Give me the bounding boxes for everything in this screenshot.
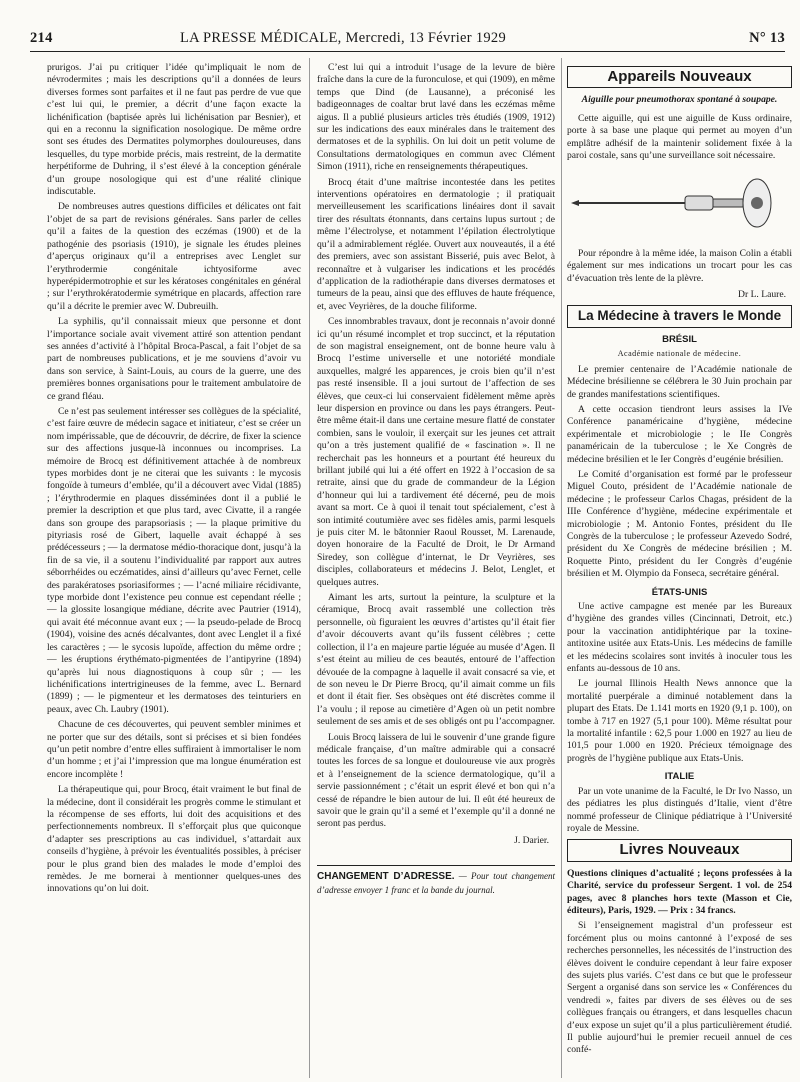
- paragraph: Si l’enseignement magistral d’un professeur est forcément plus ou moins cantonné à l’exposé de ses recherches personnelles, les nécessités de l’instruction des élèves doivent le conduire cependant à leur faire exposer des sujets plus variés. C’est dans ce but que le professeur Sergent a organisé dans son service les « Conférences du vendredi », faites par divers de ses élèves ou de ses collègues français ou étrangers, et dans lesquelles chacun d’eux expose un sujet qu’il a plus particulièrement étudié. Il publie aujourd’hui le premier recueil annuel de ces confé-: [567, 920, 792, 1056]
- paragraph: C’est lui qui a introduit l’usage de la levure de bière fraîche dans la cure de la furonculose, et qui (1909), en même temps que Dind (de Lausanne), a préconisé les badigeonnages de coaltar brut lavé dans les eczémas même aigus. Il a publié plusieurs articles très étudiés (1909, 1912) sur les indications des eaux minérales dans le traitement des dermatoses et de la syphilis. On lui doit un petit volume de Consultations dermatologiques en commun avec Clément Simon (1911), riche en renseignements thérapeutiques.: [317, 62, 555, 173]
- section-title-appareils: Appareils Nouveaux: [567, 66, 792, 88]
- address-notice: [317, 865, 555, 896]
- paragraph: Chacune de ces découvertes, qui peuvent sembler minimes et ne porter que sur des détails, sont si précises et si bien fondées qu’un petit nombre d’entre elles suffiraient à immortaliser le nom d’un homme ; et j’ai l’impression que ma longue énumération est encore incomplète !: [47, 719, 301, 780]
- column-2: [317, 62, 555, 896]
- paragraph: prurigos. J’ai pu critiquer l’idée qu’impliquait le nom de névrodermites ; mais les descriptions qu’il a données de leurs diverses formes sont parfaites et il ne faut pas perdre de vue que c’est lui qui, le premier, a décrit d’une façon exacte la lichénification (baptisée après lui lichénisation par Besnier), et qui en a reconnu la signification nosologique. De même ordre sont ses études des Dermatites polymorphes douloureuses, dans lesquelles, du type morbide précis, mais restreint, de la dermatite herpétiforme de Duhring, il s’est élevé à la conception générale d’un groupe nosologique qui est d’une réalité clinique indiscutable.: [47, 62, 301, 198]
- paragraph: Aimant les arts, surtout la peinture, la sculpture et la céramique, Brocq avait rassemblé une collection très personnelle, où figuraient les œuvres d’artistes qu’il était fier d’avoir découverts avant qu’ils fussent célèbres ; cette collection, il l’a en majeure partie léguée au musée d’Agen. Il s’est éteint au milieu de ces beautés, entouré de l’affection dévouée de la compagne à laquelle il avait consacré sa vie, et de son neveu le Dr Pierre Brocq, qu’il aimait comme un fils et dont il était fier. Ses obsèques ont été discrètes comme il l’a voulu ; il repose au cimetière d’Agen où un petit nombre seulement de ses amis et de ses obligés ont pu l’accompagner.: [317, 592, 555, 728]
- address-notice-title: CHANGEMENT D’ADRESSE.: [317, 871, 455, 883]
- section-title-monde: La Médecine à travers le Monde: [567, 305, 792, 327]
- column-divider-1: [309, 58, 310, 1078]
- running-header: [30, 30, 785, 50]
- country-heading-usa: ÉTATS-UNIS: [651, 586, 708, 598]
- paragraph: Ce n’est pas seulement intéresser ses collègues de la spécialité, c’est faire œuvre de médecin sagace et initiateur, c’est se créer un nom impérissable, que de découvrir, de décrire, de fixer la science sur des affections jusque-là inconnues ou incomprises. La mémoire de Brocq est définitivement attachée à de nombreux types morbides dont je ne citerai que les suivants : le mycosis fongoïde à tumeurs d’emblée, qu’il a découvert avec Vidal (1885) ; l’érythrodermie en plaques disséminées dont il a publié le premier la description et que plus tard, avec Civatte, il a rangée dans son groupe des parapsoriasis ; — la plaque primitive du pityriasis rosé de Gibert, laquelle avait échappé à ses prédécesseurs ; — la dermatose médio-thoracique dont, jusqu’à la fin de sa vie, il a soutenu l’individualité par rapport aux autres séborrhéides ou eczématides, ainsi d’ailleurs qu’avec Fernet, celle des parakératoses psoriasiformes ; — l’acné miliaire récidivante, type morbide dont l’existence peu connue est cependant réelle ; — la glossite losangique médiane, décrite avec Pautrier (1914), qui avait été méconnue avant eux ; — la pseudo-pelade de Brocq (1904), voisine des acnés décalvantes, dont avec Lenglet il a fixé les caractères ; — le sycosis lupoïde, affection du même ordre ; — les éruptions érythémato-pigmentées de l’antipyrine (1894) qu’après lui nous diagnostiquons à coup sûr ; — les lichénifications intertrigineuses de la femme, avec L. Bernard (1899) ; — le pigmenteur et les dermatoses des teinturiers en peaux, avec Ch. Laubry (1901).: [47, 405, 302, 715]
- paragraph: Brocq était d’une maîtrise incontestée dans les petites interventions opératoires en dermatologie ; il pratiquait merveilleusement les scarifications linéaires dont il savait tirer des résultats étonnants, dans certains lupus surtout ; de même l’électrolyse, et notamment l’épilation électrolytique qu’il a admirablement réglée. Ouvert aux nouveautés, il a été des premiers, avec son assistant Bisserié, puis avec Belot, à reconnaître et à vulgariser les indications et les procédés d’application de la radiothérapie dans diverses dermatoses et tumeurs de la peau, ainsi que des effluves de haute fréquence, et, avec Veyrières, de la douche filiforme.: [317, 176, 555, 312]
- column-divider-2: [561, 58, 562, 1078]
- bresil-subheading: Académie nationale de médecine.: [617, 349, 742, 359]
- appareils-signature: Dr L. Laure.: [738, 289, 786, 301]
- paragraph: De nombreuses autres questions difficiles et délicates ont fait l’objet de sa part de revisions générales. Sans parler de celles qu’il a faites de la question des eczémas (1900) et de la pathogénie des psoriasis (1910), je signale les études pleines d’aperçus originaux qu’il a entreprises avec Lenglet sur l’erythrodermie congénitale ichtyosiforme avec hyperépidermotrophie et sur les kératoses congénitales en général ; sur l’erythrokératodermie symétrique en placards, affection rare qu’il a décrite le premier avec W. Dubreuilh.: [47, 201, 301, 312]
- paragraph: Par un vote unanime de la Faculté, le Dr Ivo Nasso, un des pédiatres les plus distingués d’Italie, vient d’être nommé professeur de Clinique pédiatrique à l’Université royale de Messine.: [567, 785, 792, 834]
- author-signature: J. Darier.: [514, 834, 549, 846]
- paragraph: La thérapeutique qui, pour Brocq, était vraiment le but final de la médecine, dont il considérait les progrès comme le stimulant et la récompense de ses efforts, lui doit des acquisitions et des perfectionnements nombreux. Il s’efforçait plus que quiconque d’adapter ses prescriptions au cas individuel, s’attardait aux conseils d’hygiène, à prévoir les éventualités possibles, à préciser pour le plus grand bien des malades le mode d’emploi des remèdes. Je me bornerai à mentionner quelques-unes des innovations qu’on lui doit.: [47, 784, 301, 895]
- journal-title: LA PRESSE MÉDICALE, Mercredi, 13 Février 1929: [180, 30, 507, 46]
- column-3: [567, 62, 792, 1060]
- paragraph: La syphilis, qu’il connaissait mieux que personne et dont l’importance sociale avait vivement attiré son attention pendant ses années d’activité à l’hôpital Broca-Pascal, a fait l’objet de sa part de nombreuses publications, et je me souviens d’avoir vu dans son service, à Saint-Louis, au cours de la guerre, une des premières bonnes organisations pour le traitement ambulatoire de ce grand fléau.: [47, 316, 301, 402]
- paragraph: Une active campagne est menée par les Bureaux d’hygiène des grandes villes (Cincinnati, Detroit, etc.) pour la vaccination antidiphtérique par la toxine-antitoxine usitée aux Etats-Unis. Les médecins de famille et les médecins scolaires sont invités à inoculer tous les enfants au-dessous de 10 ans.: [567, 601, 792, 675]
- country-heading-italie: ITALIE: [664, 771, 695, 783]
- book-reference: Questions cliniques d’actualité ; leçons professées à la Charité, service du professeur Sergent. 1 vol. de 254 pages, avec 8 planches hors texte (Masson et Cie, éditeurs), Paris, 1929. — Prix : 34 francs.: [567, 867, 792, 916]
- newspaper-page: [30, 0, 792, 1082]
- section-title-livres: Livres Nouveaux: [567, 839, 792, 861]
- needle-illustration: [567, 167, 792, 239]
- page-number: 214: [30, 30, 53, 46]
- paragraph: Le Comité d’organisation est formé par le professeur Miguel Couto, président de l’Académie nationale de médecine ; le professeur Carlos Chagas, président de la IIIe Conférence d’hygiène, médecine expérimentale et microbiologie ; M. Antonio Fontes, président du IIe Congrès de la tuberculose ; le professeur Azevedo Sodré, président du Xe Congrès de médecine brésilien ; M. Roquette Pinto, président du Ier Congrès d’eugénie brésilien et M. Olympio da Fonseca, secrétaire général.: [567, 468, 792, 580]
- appareils-subtitle: Aiguille pour pneumothorax spontané à soupape.: [581, 94, 778, 106]
- column-1: [47, 62, 301, 899]
- country-heading-bresil: BRÉSIL: [662, 333, 697, 345]
- paragraph: A cette occasion tiendront leurs assises la IVe Conférence panaméricaine d’hygiène, médecine expérimentale et microbiologie ; le IIe Congrès panaméricain de la tuberculose ; le Xe Congrès de médecine brésilien et le Ier Congrès d’eugénie brésilien.: [567, 403, 792, 465]
- paragraph: Louis Brocq laissera de lui le souvenir d’une grande figure médicale française, d’un maître admirable qui a consacré toutes les forces de sa longue et douloureuse vie aux progrès et à l’enseignement de la science dermatologique, qu’il a servie passionnément ; c’était un esprit élevé et bon qui n’a cessé de répandre le bien autour de lui. Il eût été heureux de savoir que le grain qu’il a semé et l’exemple qu’il a donné ne seront pas perdus.: [317, 731, 555, 830]
- paragraph: Le premier centenaire de l’Académie nationale de Médecine brésilienne se célébrera le 30 Juin prochain par de grandes manifestations scientifiques.: [567, 363, 792, 400]
- issue-number: N° 13: [749, 30, 785, 46]
- paragraph: Le journal Illinois Health News annonce que la mortalité puerpérale a diminué notablement dans la plupart des Etats. De 1.141 morts en 1920 (9,1 p. 100), on tombe à 717 en 1927 (5,1 pour 100). Même résultat pour la mortalité infantile : 62,5 pour 1.000 en 1927 au lieu de 101,5 pour 1.000 en 1920. Précieux témoignage des progrès de l’hygiène publique aux Etats-Unis.: [567, 678, 792, 764]
- paragraph: Pour répondre à la même idée, la maison Colin a établi également sur mes indications un trocart pour les cas d’évacuation très lente de la plèvre.: [567, 247, 792, 284]
- paragraph: Ces innombrables travaux, dont je reconnais n’avoir donné ici qu’un résumé incomplet et trop succinct, et la réputation de son magistral enseignement, ont de bonne heure valu à Brocq l’estime universelle et une notoriété mondiale auxquelles, malgré les apparences, je crois bien qu’il n’est pas resté insensible. Il a joui surtout de l’affection de ses élèves, que ceux-ci lui conservaient fidèlement même après leur dispersion en province ou dans les pays étrangers. Peut-être même était-il dans une certaine mesure flatté de constater combien, sans le vouloir, il exerçait sur les jeunes cet attrait qu’on a très justement qualifié de « fascination ». Il ne recherchait pas les honneurs et a pourtant été heureux du brillant jubilé qui lui a été offert en 1922 à l’occasion de sa retraite, ainsi que du grade de commandeur de la Légion d’honneur qui lui a tardivement été décerné, peu de mois avant sa mort. Ce à quoi il tenait tout spécialement, c’est à son intimité coutumière avec ses fidèles amis, parmi lesquels je puis citer M. le bâtonnier Raoul Rousset, M. Larenaude, doyen honoraire de la Faculté de Droit, le Dr Armand Siredey, son collègue d’internat, le Dr Veyrières, ses disciples, collaborateurs et médecins J. Belot, Lenglet, et quelques autres.: [317, 316, 555, 588]
- header-rule: [30, 51, 785, 52]
- address-notice-text: — Pour tout changement d’adresse envoyer 1 franc et la bande du journal.: [317, 871, 555, 895]
- paragraph: Cette aiguille, qui est une aiguille de Kuss ordinaire, porte à sa base une plaque qui permet au moyen d’un emplâtre adhésif de la maintenir solidement fixée à la paroi costale, sans qu’une surveillance soit nécessaire.: [567, 112, 792, 162]
